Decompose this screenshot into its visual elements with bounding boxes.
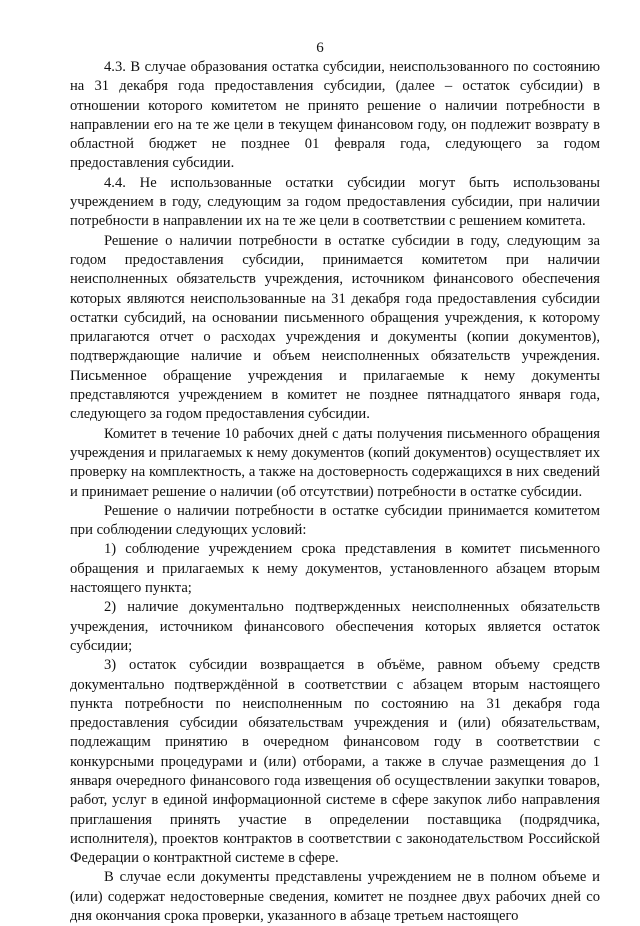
condition-item-3: 3) остаток субсидии возвращается в объёме, равном объему средств документально подтверждённой в соответствии с абзацем вторым настоящего пункта потребности по неисполненным по состоянию на 31 декабря года предоставления субсидии обязательствам учреждения и (или) обязательствам, подлежащим принятию в очередном финансовом году в соответствии с конкурсными процедурами и (или) отборами, а также в случае размещения до 1 января очередного финансового года извещения об осуществлении закупки товаров, работ, услуг в единой информационной системе в сфере закупок либо направления приглашения принять участие в определении поставщика (подрядчика, исполнителя), проектов контрактов в соответствии с законодательством Российской Федерации о контрактной системе в сфере. — [70, 657, 600, 867]
paragraph-4-4: 4.4. Не использованные остатки субсидии могут быть использованы учреждением в году, следующим за годом предоставления субсидии, при наличии потребности в направлении их на те же цели в соответствии с решением комитета. — [70, 174, 600, 230]
page-number: 6 — [316, 40, 324, 56]
paragraph-conditions-intro: Решение о наличии потребности в остатке субсидии принимается комитетом при соблюдении следующих условий: — [70, 502, 600, 539]
paragraph-decision-need: Решение о наличии потребности в остатке субсидии в году, следующим за годом предоставления субсидии, принимается комитетом при наличии неисполненных обязательств учреждения, источником финансового обеспечения которых являются неиспользованные на 31 декабря года предоставления субсидии остатки субсидий, на основании письменного обращения учреждения, к которому прилагаются отчет о расходах учреждения и документы (копии документов), подтверждающие наличие и объем неисполненных обязательств учреждения. Письменное обращение учреждения и прилагаемые к нему документы представляются учреждением в комитет не позднее пятнадцатого января года, следующего за годом предоставления субсидии. — [70, 232, 600, 423]
paragraph-committee-review: Комитет в течение 10 рабочих дней с даты получения письменного обращения учреждения и прилагаемых к нему документов (копий документов) осуществляет их проверку на комплектность, а также на достоверность содержащихся в них сведений и принимает решение о наличии (об отсутствии) потребности в остатке субсидии. — [70, 425, 600, 500]
condition-item-1: 1) соблюдение учреждением срока представления в комитет письменного обращения и прилагаемых к нему документов, установленного абзацем вторым настоящего пункта; — [70, 541, 600, 597]
condition-item-2: 2) наличие документально подтвержденных неисполненных обязательств учреждения, источником финансового обеспечения которых является остаток субсидии; — [70, 599, 600, 654]
paragraph-4-3: 4.3. В случае образования остатка субсидии, неиспользованного по состоянию на 31 декабря года предоставления субсидии, (далее – остаток субсидии) в отношении которого комитетом не принято решение о наличии потребности в направлении его на те же цели в текущем финансовом году, он подлежит возврату в областной бюджет не позднее 01 февраля года, следующего за годом предоставления субсидии. — [70, 59, 600, 172]
document-body — [70, 58, 600, 926]
paragraph-incomplete-documents: В случае если документы представлены учреждением не в полном объеме и (или) содержат недостоверные сведения, комитет не позднее двух рабочих дней со дня окончания срока проверки, указанного в абзаце третьем настоящего — [70, 869, 600, 925]
